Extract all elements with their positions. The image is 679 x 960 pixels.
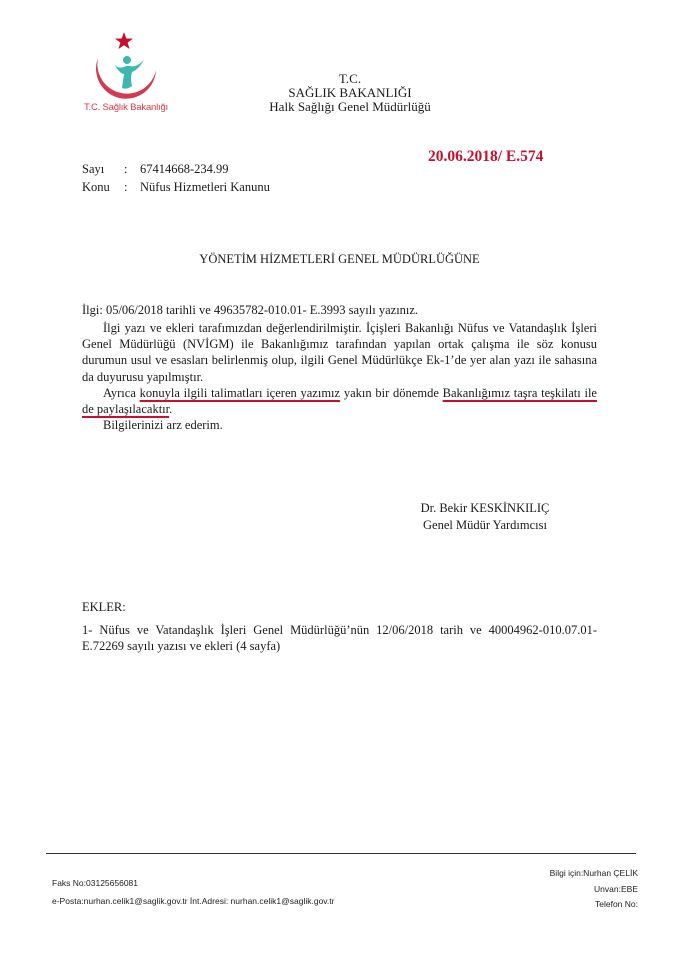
meta-konu-row	[82, 178, 270, 196]
paragraph-2	[82, 385, 597, 417]
logo-text: T.C. Sağlık Bakanlığı	[84, 102, 168, 113]
document-meta	[82, 160, 270, 196]
footer-divider	[46, 853, 636, 854]
signer-title: Genel Müdür Yardımcısı	[423, 517, 547, 532]
contact-info	[470, 866, 638, 913]
letterhead	[200, 72, 500, 114]
letterhead-tc: T.C.	[338, 71, 362, 86]
letterhead-ministry: SAĞLIK BAKANLIĞI	[288, 85, 412, 100]
letter-body	[82, 320, 597, 433]
sayi-label: Sayı	[82, 162, 105, 176]
sayi-colon: :	[124, 162, 128, 176]
signer-name: Dr. Bekir KESKİNKILIÇ	[420, 501, 550, 515]
contact-title: Unvan:EBE	[594, 883, 638, 894]
contact-person: Bilgi için:Nurhan ÇELİK	[549, 868, 638, 878]
crescent-star-logo-icon	[78, 30, 178, 105]
paragraph-3: Bilgilerinizi arz ederim.	[103, 418, 223, 433]
konu-colon: :	[124, 180, 128, 194]
signature-block	[380, 500, 590, 533]
p2-underlined-1: konuyla ilgili talimatları içeren yazımız	[139, 385, 341, 400]
p2-text-a: Ayrıca	[103, 385, 140, 400]
attachment-item: 1- Nüfus ve Vatandaşlık İşleri Genel Müdürlüğü’nün 12/06/2018 tarih ve 40004962-010.07.01-E.72269 sayılı yazısı ve ekleri (4 sayfa)	[82, 623, 597, 653]
p2-underlined-2: Bakanlığımız taşra teşkilatı ile de paylaşılacaktır	[82, 385, 597, 417]
p2-text-c: .	[169, 402, 173, 417]
meta-sayi-row	[82, 160, 270, 178]
p2-text-b: yakın bir dönemde	[340, 385, 443, 400]
attachments-label: EKLER:	[82, 600, 126, 614]
email-address: e-Posta:nurhan.celik1@saglik.gov.tr İnt.Adresi: nurhan.celik1@saglik.gov.tr	[52, 896, 335, 906]
letterhead-directorate: Halk Sağlığı Genel Müdürlüğü	[269, 99, 431, 114]
ministry-logo	[78, 30, 178, 120]
paragraph-1: İlgi yazı ve ekleri tarafımızdan değerlendirilmiştir. İçişleri Bakanlığı Nüfus ve Vatandaşlık İşleri Genel Müdürlüğü (NVİGM) ile Bakanlığımız tarafından yapılan ortak çalışma ile söz konusu durumun usul ve esasları belirlenmiş olup, ilgili Genel Müdürlükçe Ek-1’de yer alan yazı ile sahasına da duyurusu yapılmıştır.	[82, 321, 597, 384]
konu-value: Nüfus Hizmetleri Kanunu	[140, 180, 270, 194]
fax-number: Faks No:03125656081	[52, 878, 139, 888]
date-number-stamp: 20.06.2018/ E.574	[428, 148, 544, 165]
konu-label: Konu	[82, 180, 110, 194]
contact-phone: Telefon No:	[595, 899, 638, 909]
sayi-value: 67414668-234.99	[140, 162, 229, 176]
recipient: YÖNETİM HİZMETLERİ GENEL MÜDÜRLÜĞÜNE	[199, 252, 480, 266]
reference-line: İlgi: 05/06/2018 tarihli ve 49635782-010.01- E.3993 sayılı yazınız.	[82, 303, 419, 317]
